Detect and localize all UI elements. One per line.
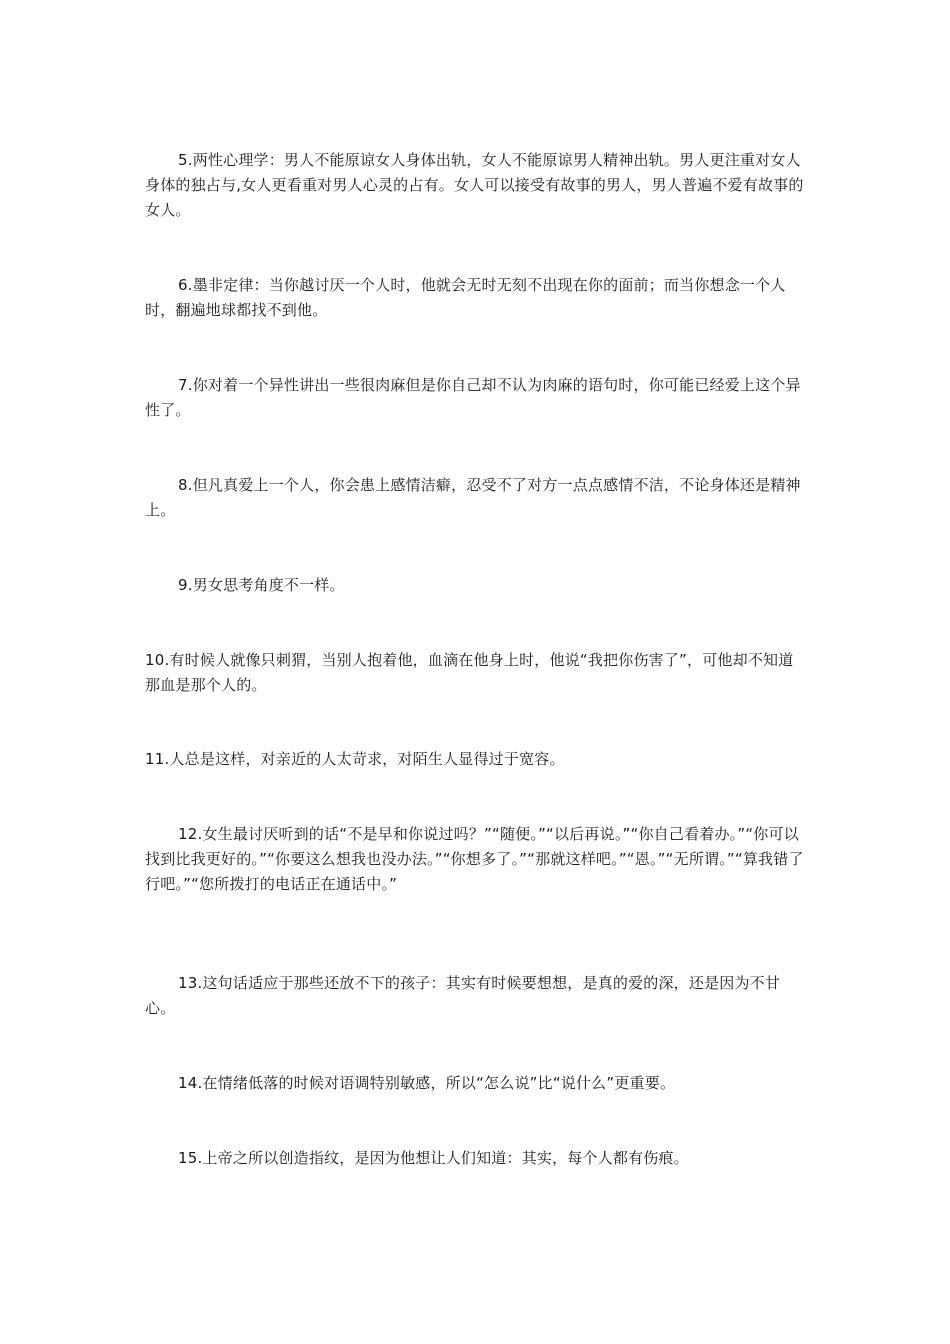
paragraph-11 — [145, 747, 805, 772]
paragraph-12 — [145, 822, 805, 897]
paragraph-14 — [145, 1071, 805, 1096]
paragraph-number: 7. — [178, 376, 193, 394]
paragraph-7 — [145, 373, 805, 423]
paragraph-number: 13. — [178, 974, 203, 992]
paragraph-text: 这句话适应于那些还放不下的孩子：其实有时候要想想，是真的爱的深，还是因为不甘心。 — [145, 974, 781, 1017]
paragraph-5 — [145, 148, 805, 223]
paragraph-number: 10. — [145, 651, 170, 669]
paragraph-text: 女生最讨厌听到的话“不是早和你说过吗？”“随便。”“以后再说。”“你自己看着办。”“你可以找到比我更好的。”“你要这么想我也没办法。”“你想多了。”“那就这样吧。”“恩。”“无所谓。”“算我错了行吧。”“您所拨打的电话正在通话中。” — [145, 825, 804, 893]
paragraph-text: 在情绪低落的时候对语调特别敏感，所以“怎么说”比“说什么”更重要。 — [202, 1074, 676, 1092]
paragraph-number: 9. — [178, 576, 193, 594]
paragraph-10 — [145, 648, 805, 698]
paragraph-text: 有时候人就像只刺猬，当别人抱着他，血滴在他身上时，他说“我把你伤害了”，可他却不知道那血是那个人的。 — [145, 651, 794, 694]
paragraph-text: 你对着一个异性讲出一些很肉麻但是你自己却不认为肉麻的语句时，你可能已经爱上这个异性了。 — [145, 376, 801, 419]
paragraph-13 — [145, 971, 805, 1021]
paragraph-number: 14. — [178, 1074, 203, 1092]
paragraph-text: 墨非定律：当你越讨厌一个人时，他就会无时无刻不出现在你的面前；而当你想念一个人时，翻遍地球都找不到他。 — [145, 276, 786, 319]
paragraph-number: 6. — [178, 276, 193, 294]
paragraph-number: 11. — [145, 750, 170, 768]
paragraph-number: 5. — [178, 151, 193, 169]
paragraph-9 — [145, 573, 805, 598]
paragraph-6 — [145, 273, 805, 323]
paragraph-text: 男女思考角度不一样。 — [192, 576, 345, 594]
paragraph-number: 12. — [178, 825, 203, 843]
paragraph-text: 上帝之所以创造指纹，是因为他想让人们知道：其实，每个人都有伤痕。 — [202, 1149, 689, 1167]
paragraph-number: 8. — [178, 476, 193, 494]
paragraph-text: 人总是这样，对亲近的人太苛求，对陌生人显得过于宽容。 — [169, 750, 565, 768]
paragraph-text: 但凡真爱上一个人，你会患上感情洁癖，忍受不了对方一点点感情不洁，不论身体还是精神上。 — [145, 476, 801, 519]
paragraph-number: 15. — [178, 1149, 203, 1167]
paragraph-text: 两性心理学：男人不能原谅女人身体出轨，女人不能原谅男人精神出轨。男人更注重对女人身体的独占与,女人更看重对男人心灵的占有。女人可以接受有故事的男人，男人普遍不爱有故事的女人。 — [145, 151, 804, 219]
paragraph-15 — [145, 1146, 805, 1171]
paragraph-8 — [145, 473, 805, 523]
